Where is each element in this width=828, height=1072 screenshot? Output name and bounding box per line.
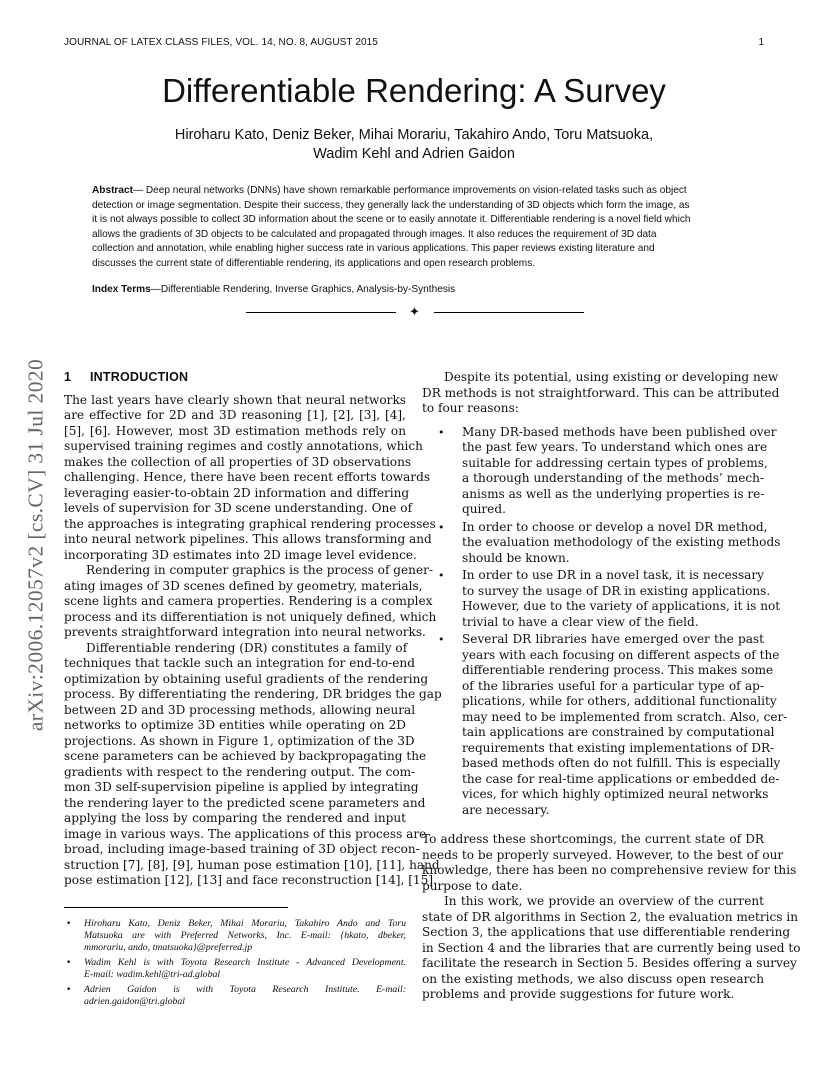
index-terms-label: Index Terms [92, 284, 151, 295]
text-line: makes the collection of all properties of 3D observations [64, 454, 412, 469]
text-line: challenging. Hence, there have been recent efforts towards [64, 470, 431, 484]
paragraph [64, 392, 436, 564]
footnote-line: Adrien Gaidon is with Toyota Research Institute. E-mail: [84, 984, 406, 995]
footnote-item [64, 918, 406, 954]
text-line: scene lights and camera properties. Rendering is a complex [64, 594, 433, 608]
text-line: Differentiable rendering (DR) constitutes a family of [86, 640, 408, 655]
text-line: years with each focusing on different aspects of the [462, 647, 780, 662]
index-terms [92, 284, 455, 295]
text-line: Section 3, the applications that use differentiable rendering [422, 925, 791, 939]
footnote-rule [64, 907, 288, 908]
left-column [64, 370, 442, 889]
footnote-line: Matsuoka are with Preferred Networks, Inc. E-mail: {hkato, dbeker, [84, 930, 406, 941]
text-line: optimization by obtaining useful gradients of the rendering [64, 671, 429, 686]
list-item [422, 568, 781, 630]
text-line: requirements that existing implementations of DR- [462, 740, 775, 755]
author-list [0, 126, 828, 164]
text-line: tain applications are constrained by computational [462, 725, 775, 739]
bullet-icon: • [438, 569, 445, 582]
text-line: In this work, we provide an overview of the current [444, 894, 764, 908]
arxiv-identifier: arXiv:2006.12057v2 [cs.CV] 31 Jul 2020 [23, 358, 48, 732]
text-line: The last years have clearly shown that neural networks [64, 392, 406, 407]
text-line: broad, including image-based training of 3D object recon- [64, 842, 420, 856]
text-line: between 2D and 3D processing methods, allowing neural [64, 702, 416, 717]
paragraph [422, 832, 797, 894]
text-line: trivial to have a clear view of the field. [462, 614, 699, 629]
text-line: are necessary. [462, 802, 550, 817]
text-line: leveraging easier-to-obtain 2D information and differing [64, 485, 410, 500]
abstract-line: discusses the current state of differentiable rendering, its applications and open research problems. [92, 257, 536, 269]
abstract-line: detection or image segmentation. Despite their success, they generally lack the understanding of 3D objects which form the image, as [92, 199, 690, 211]
text-line: knowledge, there has been no comprehensive review for this [422, 863, 797, 877]
abstract-line: Abstract— Deep neural networks (DNNs) have shown remarkable performance improvements on vision-related tasks such as object [92, 185, 687, 196]
paragraph [64, 640, 442, 889]
text-line: the rendering layer to the predicted scene parameters and [64, 795, 426, 810]
text-line: quired. [462, 502, 506, 516]
bullet-icon: • [438, 633, 445, 646]
section-title: INTRODUCTION [90, 370, 189, 384]
abstract-line: allows the gradients of 3D objects to be calculated and propagated through images. It also reduces the requirement of 3D data [92, 228, 657, 240]
text-line: In order to choose or develop a novel DR method, [462, 519, 768, 534]
text-line: in Section 4 and the libraries that are currently being used to [422, 940, 801, 955]
text-line: facilitate the research in Section 5. Besides offering a survey [422, 956, 797, 970]
text-line: to four reasons: [422, 401, 519, 415]
text-line: to survey the usage of DR in existing applications. [462, 583, 771, 598]
text-line: Despite its potential, using existing or developing new [444, 370, 779, 384]
text-line: into neural network pipelines. This allows transforming and [64, 532, 432, 546]
text-line: incorporating 3D estimates into 2D image level evidence. [64, 547, 417, 562]
running-head: JOURNAL OF LATEX CLASS FILES, VOL. 14, NO. 8, AUGUST 2015 [64, 37, 378, 48]
text-line: struction [7], [8], [9], human pose estimation [10], [11], hand [64, 857, 440, 872]
text-line: anisms as well as the underlying properties is re- [462, 486, 765, 501]
text-line: techniques that tackle such an integration for end-to-end [64, 656, 415, 670]
divider-rule-left [246, 312, 396, 313]
list-item [422, 632, 788, 818]
text-line: a thorough understanding of the methods’ mech- [462, 471, 764, 485]
text-line: the approaches is integrating graphical rendering processes [64, 516, 436, 531]
text-line: process and its differentiation is not uniquely defined, which [64, 609, 437, 624]
text-line: are effective for 2D and 3D reasoning [1], [2], [3], [4], [64, 408, 406, 422]
text-line: pose estimation [12], [13] and face reconstruction [14], [15]. [64, 873, 437, 887]
text-line: However, due to the variety of applications, it is not [462, 599, 781, 613]
paper-title: Differentiable Rendering: A Survey [162, 72, 666, 109]
text-line: To address these shortcomings, the current state of DR [422, 832, 764, 846]
text-line: Several DR libraries have emerged over the past [462, 632, 764, 646]
abstract [92, 184, 734, 271]
text-line: on the existing methods, we also discuss open research [422, 971, 764, 986]
text-line: Many DR-based methods have been published over [462, 424, 777, 439]
footnote-item [64, 957, 406, 981]
text-line: applying the loss by comparing the rendered and input [64, 811, 406, 825]
footnote-line: mmorariu, ando, tmatsuoka}@preferred.jp [84, 942, 253, 953]
bullet-icon: • [66, 919, 72, 929]
text-line: vices, for which highly optimized neural networks [462, 787, 769, 801]
text-line: [5], [6]. However, most 3D estimation methods rely on [64, 423, 406, 438]
page-number: 1 [758, 37, 764, 48]
text-line: the past few years. To understand which ones are [462, 440, 768, 454]
text-line: purpose to date. [422, 878, 523, 893]
section-number: 1 [64, 370, 72, 384]
footnotes [64, 918, 406, 1011]
section-divider [246, 306, 584, 320]
footnote-line: E-mail: wadim.kehl@tri-ad.global [84, 969, 221, 980]
text-line: supervised training regimes and costly annotations, which [64, 439, 423, 453]
text-line: In order to use DR in a novel task, it is necessary [462, 568, 764, 582]
list-item [422, 424, 777, 518]
divider-diamond-icon: ✦ [409, 305, 420, 320]
text-line: image in various ways. The applications of this process are [64, 826, 427, 841]
text-line: the evaluation methodology of the existing methods [462, 535, 781, 549]
text-line: differentiable rendering process. This makes some [462, 663, 774, 677]
footnote-line: adrien.gaidon@tri.global [84, 996, 185, 1007]
list-item [422, 519, 781, 567]
text-line: prevents straightforward integration into neural networks. [64, 625, 426, 639]
text-line: scene parameters can be achieved by backpropagating the [64, 749, 427, 763]
reasons-list [422, 424, 788, 819]
text-line: the case for real-time applications or embedded de- [462, 771, 780, 786]
text-line: problems and provide suggestions for future work. [422, 987, 735, 1001]
paragraph [422, 894, 801, 1003]
text-line: process. By differentiating the rendering, DR bridges the gap [64, 687, 442, 701]
divider-rule-right [434, 312, 584, 313]
abstract-label: Abstract [92, 185, 133, 196]
footnote-line: Wadim Kehl is with Toyota Research Institute - Advanced Development. [84, 957, 406, 968]
bullet-icon: • [66, 985, 72, 995]
text-line: needs to be properly surveyed. However, to the best of our [422, 847, 784, 862]
text-line: mon 3D self-supervision pipeline is applied by integrating [64, 780, 419, 794]
text-line: networks to optimize 3D entities while operating on 2D [64, 718, 406, 732]
paragraph [64, 563, 437, 641]
text-line: based methods often do not fulfill. This is especially [462, 756, 781, 770]
text-line: gradients with respect to the rendering output. The com- [64, 764, 416, 779]
author-line: Hiroharu Kato, Deniz Beker, Mihai Morariu, Takahiro Ando, Toru Matsuoka, [174, 127, 654, 143]
text-line: suitable for addressing certain types of problems, [462, 455, 768, 470]
arxiv-stamp [14, 300, 58, 790]
right-column [422, 370, 801, 1003]
text-line: DR methods is not straightforward. This can be attributed [422, 385, 780, 400]
section-heading [64, 370, 406, 386]
text-line: projections. As shown in Figure 1, optimization of the 3D [64, 733, 415, 748]
index-terms-text: —Differentiable Rendering, Inverse Graphics, Analysis-by-Synthesis [150, 284, 456, 295]
bullet-icon: • [438, 425, 445, 439]
footnote-item [64, 984, 406, 1008]
abstract-line: collection and annotation, while enabling higher success rate in various applications. This paper reviews existing literature and [92, 243, 655, 254]
text-line: Rendering in computer graphics is the process of gener- [86, 563, 433, 577]
text-line: of the libraries useful for a particular type of ap- [462, 678, 764, 693]
paragraph [422, 370, 780, 417]
text-line: state of DR algorithms in Section 2, the evaluation metrics in [422, 909, 799, 924]
text-line: may need to be implemented from scratch. Also, cer- [462, 709, 788, 724]
abstract-line: it is not always possible to collect 3D information about the scene or to easily annotate it. Differentiable rendering is a novel field which [92, 214, 691, 225]
text-line: should be known. [462, 550, 570, 565]
bullet-icon: • [438, 520, 445, 534]
footnote-line: Hiroharu Kato, Deniz Beker, Mihai Morariu, Takahiro Ando and Toru [84, 918, 406, 929]
text-line: ating images of 3D scenes defined by geometry, materials, [64, 578, 423, 593]
author-line: Wadim Kehl and Adrien Gaidon [313, 146, 515, 162]
text-line: plications, while for others, additional functionality [462, 694, 777, 708]
bullet-icon: • [66, 958, 72, 968]
text-line: levels of supervision for 3D scene understanding. One of [64, 501, 413, 515]
